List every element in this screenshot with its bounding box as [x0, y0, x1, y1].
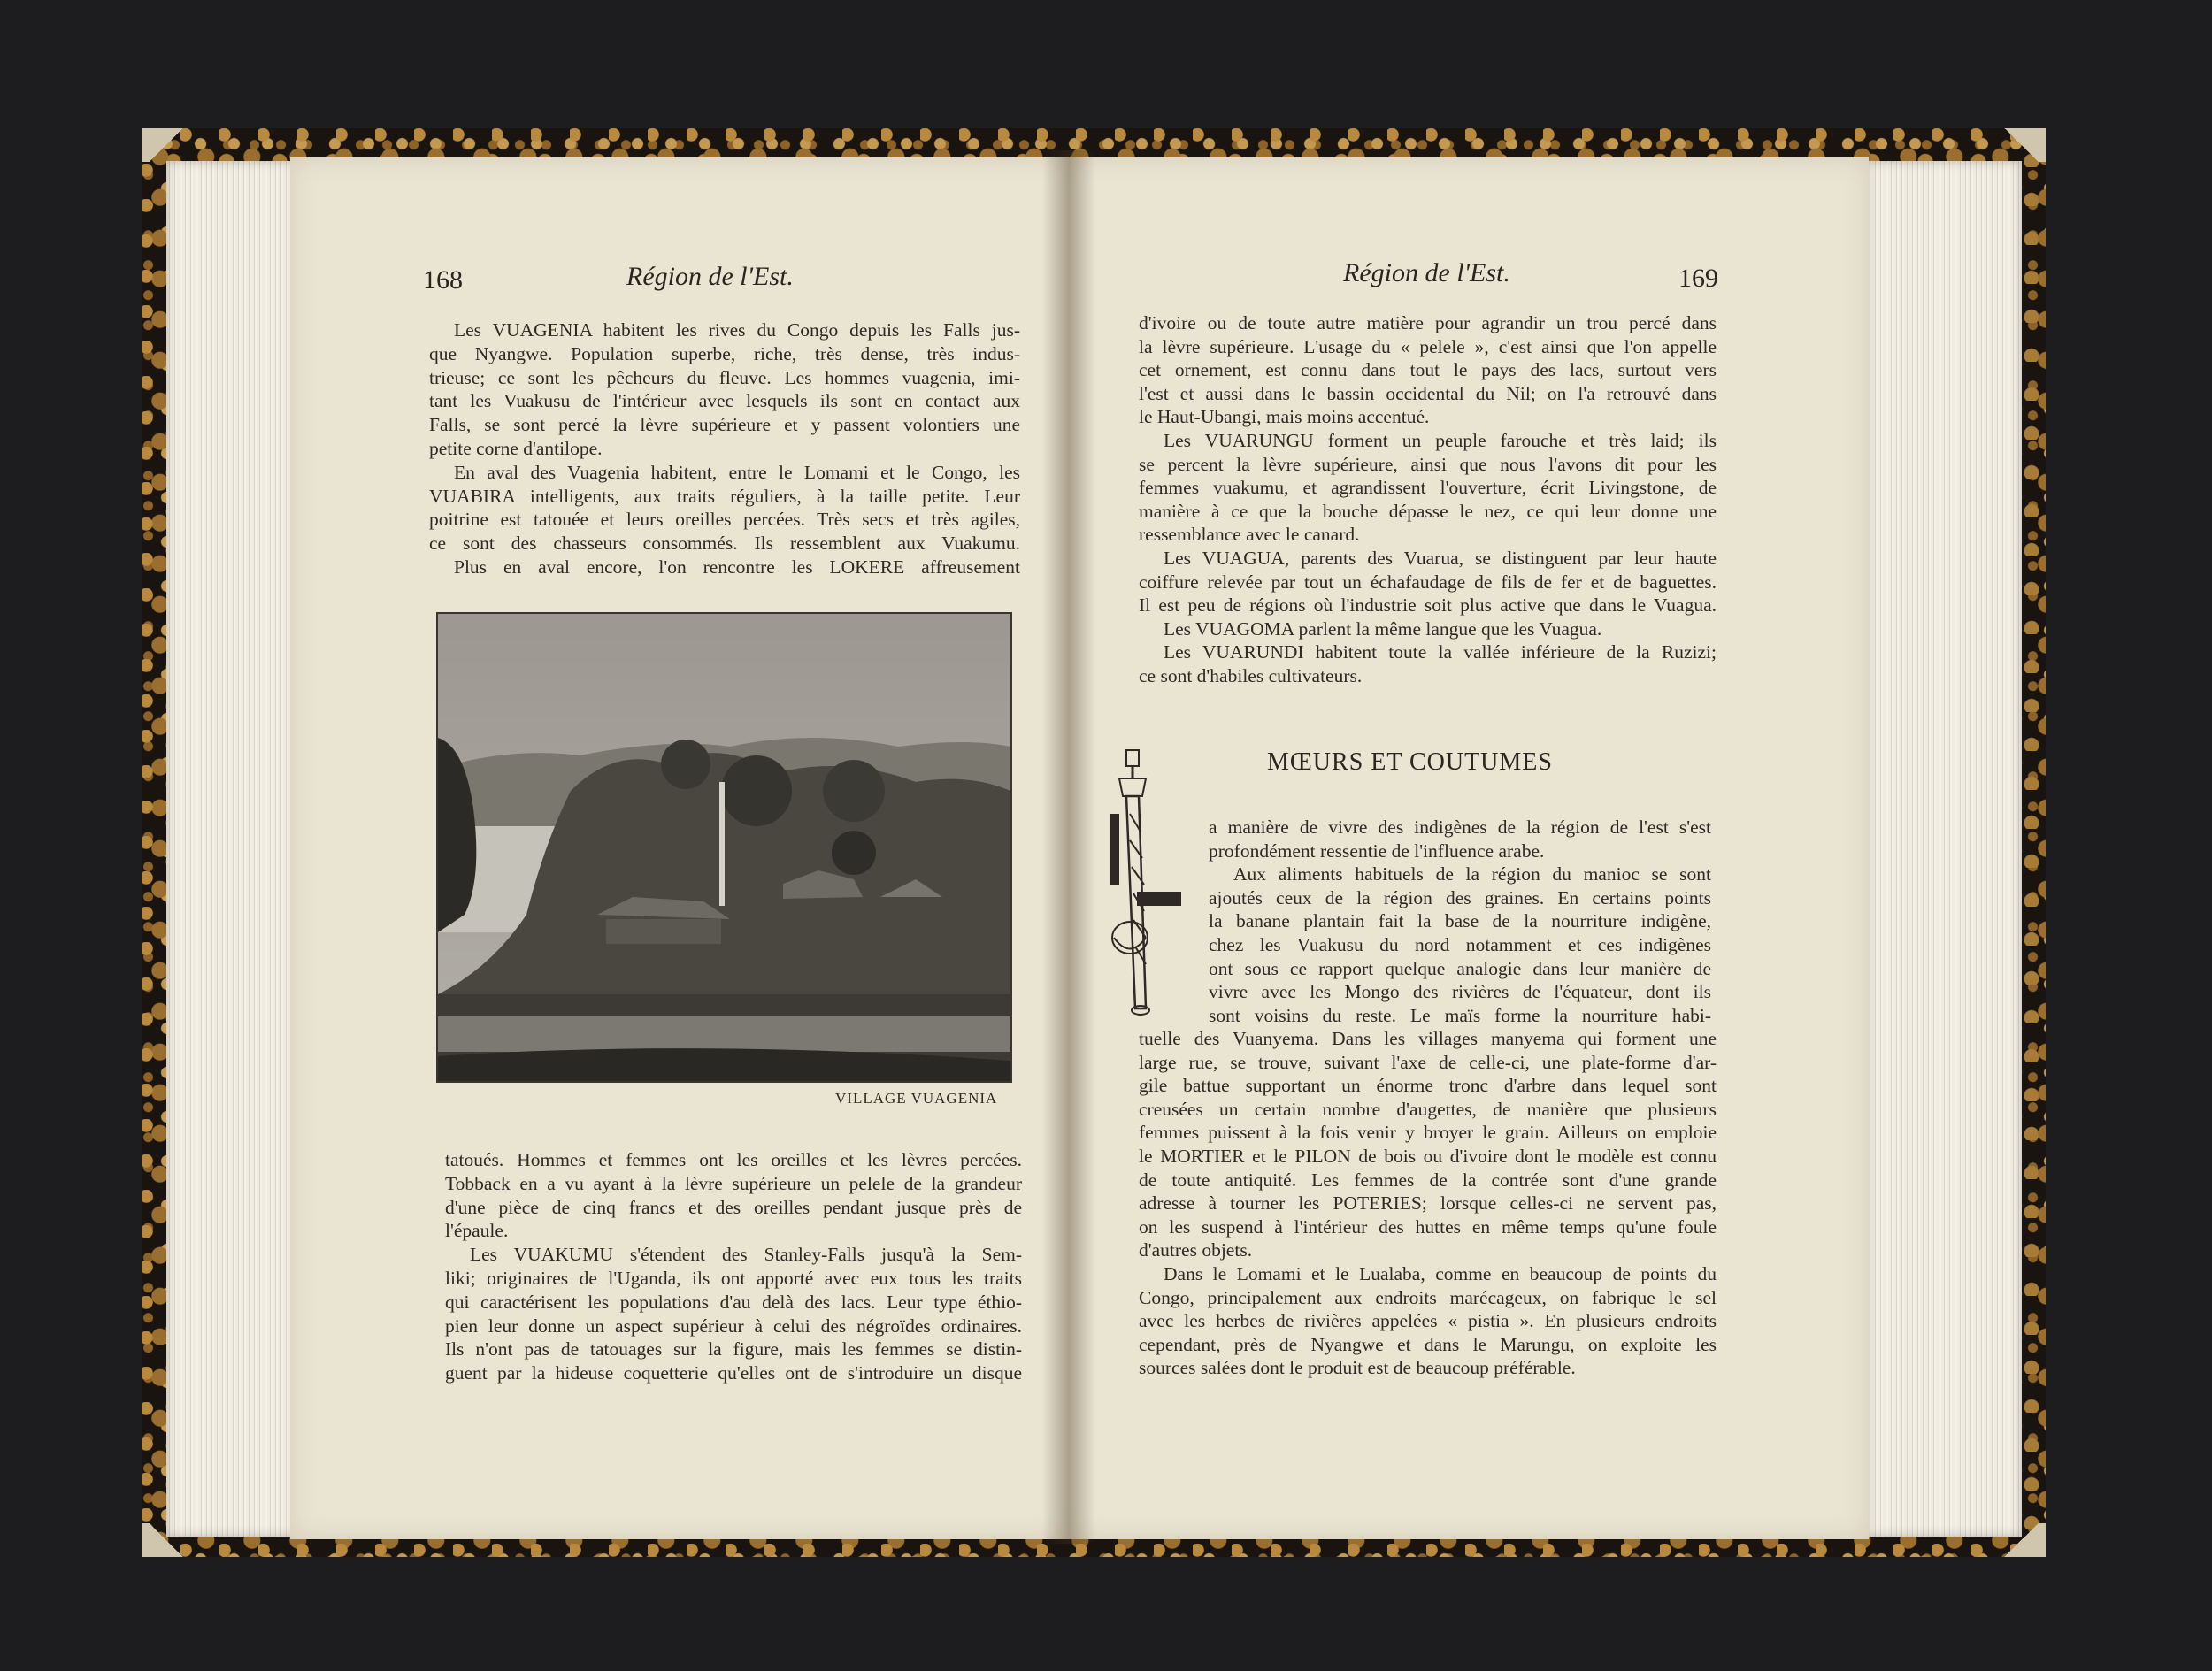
text-line: large rue, se trouve, suivant l'axe de celle-ci, une plate-forme d'ar- [1139, 1051, 1717, 1073]
text-line: trieuse; ce sont les pêcheurs du fleuve. Les hommes vuagenia, imi- [429, 366, 1020, 388]
page-number-right: 169 [1678, 264, 1718, 293]
text-line: Il est peu de régions où l'industrie soit plus active que dans le Vuagua. [1139, 594, 1717, 617]
section-heading: MŒURS ET COUTUMES [1267, 748, 1553, 776]
text-line: creusées un certain nombre d'augettes, de manière que plusieurs [1139, 1098, 1717, 1120]
text-line: VUABIRA intelligents, aux traits réguliers, à la taille petite. Leur [429, 485, 1020, 507]
text-line: cet ornement, est connu dans tout le pays des lacs, surtout vers [1139, 359, 1717, 381]
text-line: on les suspend à l'intérieur des huttes en même temps qu'une foule [1139, 1215, 1717, 1238]
text-line: la lèvre supérieure. L'usage du « pelele », c'est ainsi que l'on appelle [1139, 335, 1717, 357]
text-line: petite corne d'antilope. [429, 438, 603, 459]
corner-protector [142, 128, 190, 162]
text-line: le MORTIER et le PILON de bois ou d'ivoire dont le modèle est connu [1139, 1146, 1717, 1167]
running-head-left: Région de l'Est. [626, 262, 794, 291]
corner-protector [1997, 128, 2046, 162]
text-line: profondément ressentie de l'influence arabe. [1209, 839, 1545, 862]
text-line: liki; originaires de l'Uganda, ils ont apporté avec eux tous les traits [445, 1268, 1022, 1289]
text-line: d'autres objets. [1139, 1239, 1253, 1261]
text-line: poitrine est tatouée et leurs oreilles percées. Très secs et très agiles, [429, 509, 1020, 531]
text-line: Les VUARUNGU forment un peuple farouche et très laid; ils [1164, 430, 1717, 451]
text-line: l'est et aussi dans le bassin occidental du Nil; on l'a retrouvé dans [1139, 382, 1717, 404]
text-line: Les VUARUNDI habitent toute la vallée inférieure de la Ruzizi; [1164, 641, 1717, 663]
village-photo-image [438, 614, 1010, 1081]
text-line: Falls, se sont percé la lèvre supérieure et y passent volontiers une [429, 414, 1020, 436]
text-line: tant les Vuakusu de l'intérieur avec lesquels ils sont en contact aux [429, 390, 1020, 412]
text-line: tuelle des Vuanyema. Dans les villages manyema qui forment une [1139, 1028, 1717, 1049]
page-stack-left [166, 161, 299, 1537]
text-line: pien leur donne un aspect supérieur à celui des négroïdes ordinaires. [445, 1315, 1022, 1337]
text-line: Les VUAKUMU s'étendent des Stanley-Falls jusqu'à la Sem- [470, 1244, 1022, 1266]
text-line: Les VUAGUA, parents des Vuarua, se distinguent par leur haute [1164, 548, 1717, 569]
text-line: ressemblance avec le canard. [1139, 524, 1360, 546]
text-line: avec les herbes de rivières appelées « pistia ». En plusieurs endroits [1139, 1310, 1717, 1332]
text-line: Congo, principalement aux endroits marécageux, on fabrique le sel [1139, 1286, 1717, 1308]
text-line: sources salées dont le produit est de beaucoup préférable. [1139, 1357, 1576, 1379]
text-line: femmes vuakumu, et agrandissent l'ouverture, écrit Livingstone, de [1139, 477, 1717, 499]
text-line: d'une pièce de cinq francs et des oreilles pendant jusque près de [445, 1196, 1022, 1218]
text-line: ajoutés ceux de la région des graines. En certains points [1209, 886, 1711, 908]
text-line: a manière de vivre des indigènes de la région de l'est s'est [1209, 816, 1711, 838]
page-number-left: 168 [423, 265, 463, 295]
text-line: se percent la lèvre supérieure, ainsi que nous l'avons dit pour les [1139, 453, 1717, 475]
text-line: la banane plantain fait la base de la nourriture indigène, [1209, 910, 1711, 932]
text-line: guent par la hideuse coquetterie qu'elles ont de s'introduire un disque [445, 1362, 1022, 1384]
page-stack-right [1867, 161, 2022, 1537]
text-line: d'ivoire ou de toute autre matière pour agrandir un trou percé dans [1139, 312, 1717, 333]
text-line: gile battue supportant un énorme tronc d'arbre dans lequel sont [1139, 1075, 1717, 1097]
text-line: Ils n'ont pas de tatouages sur la figure, mais les femmes se distin- [445, 1338, 1022, 1361]
text-line: chez les Vuakusu du nord notamment et ces indigènes [1209, 934, 1711, 955]
text-line: tatoués. Hommes et femmes ont les oreilles et les lèvres percées. [445, 1149, 1022, 1170]
text-line: coiffure relevée par tout un échafaudage de fils de fer et de baguettes. [1139, 571, 1717, 593]
text-line: manière à ce que la bouche dépasse le nez, ce qui leur donne une [1139, 500, 1717, 522]
text-line: Plus en aval encore, l'on rencontre les LOKERE affreusement [454, 556, 1020, 578]
text-line: femmes puissent à la fois venir y broyer le grain. Ailleurs on emploie [1139, 1122, 1717, 1144]
text-line: En aval des Vuagenia habitent, entre le Lomami et le Congo, les [454, 461, 1020, 483]
photo-caption: VILLAGE VUAGENIA [835, 1090, 998, 1107]
text-line: Les VUAGENIA habitent les rives du Congo depuis les Falls jus- [454, 319, 1020, 341]
text-line: ont sous ce rapport quelque analogie dans leur manière de [1209, 957, 1711, 979]
text-line: ce sont des chasseurs consommés. Ils ressemblent aux Vuakumu. [429, 533, 1020, 555]
text-line: Dans le Lomami et le Lualaba, comme en beaucoup de points du [1164, 1263, 1717, 1284]
text-line: Tobback en a vu ayant à la lèvre supérieure un pelele de la grandeur [445, 1172, 1022, 1194]
text-line: ce sont d'habiles cultivateurs. [1139, 665, 1363, 686]
text-line: sont voisins du reste. Le maïs forme la nourriture habi- [1209, 1004, 1711, 1026]
text-line: Aux aliments habituels de la région du manioc se sont [1233, 863, 1711, 885]
text-line: l'épaule. [445, 1220, 509, 1242]
text-line: cependant, près de Nyangwe et dans le Marungu, on exploite les [1139, 1333, 1717, 1355]
village-photo [436, 612, 1012, 1083]
text-line: qui caractérisent les populations d'au delà des lacs. Leur type éthio- [445, 1291, 1022, 1313]
dropcap-ornament-icon [1110, 743, 1208, 1017]
text-line: vivre avec les Mongo des rivières de l'équateur, dont ils [1209, 981, 1711, 1003]
running-head-right: Région de l'Est. [1343, 258, 1510, 287]
text-line: le Haut-Ubangi, mais moins accentué. [1139, 406, 1430, 428]
book-gutter [1042, 150, 1095, 1544]
text-line: Les VUAGOMA parlent la même langue que les Vuagua. [1164, 617, 1602, 640]
text-line: de toute antiquité. Les femmes de la contrée sont d'une grande [1139, 1169, 1717, 1191]
text-line: que Nyangwe. Population superbe, riche, très dense, très indus- [429, 342, 1020, 364]
text-line: adresse à tourner les POTERIES; lorsque celles-ci ne servent pas, [1139, 1192, 1717, 1215]
